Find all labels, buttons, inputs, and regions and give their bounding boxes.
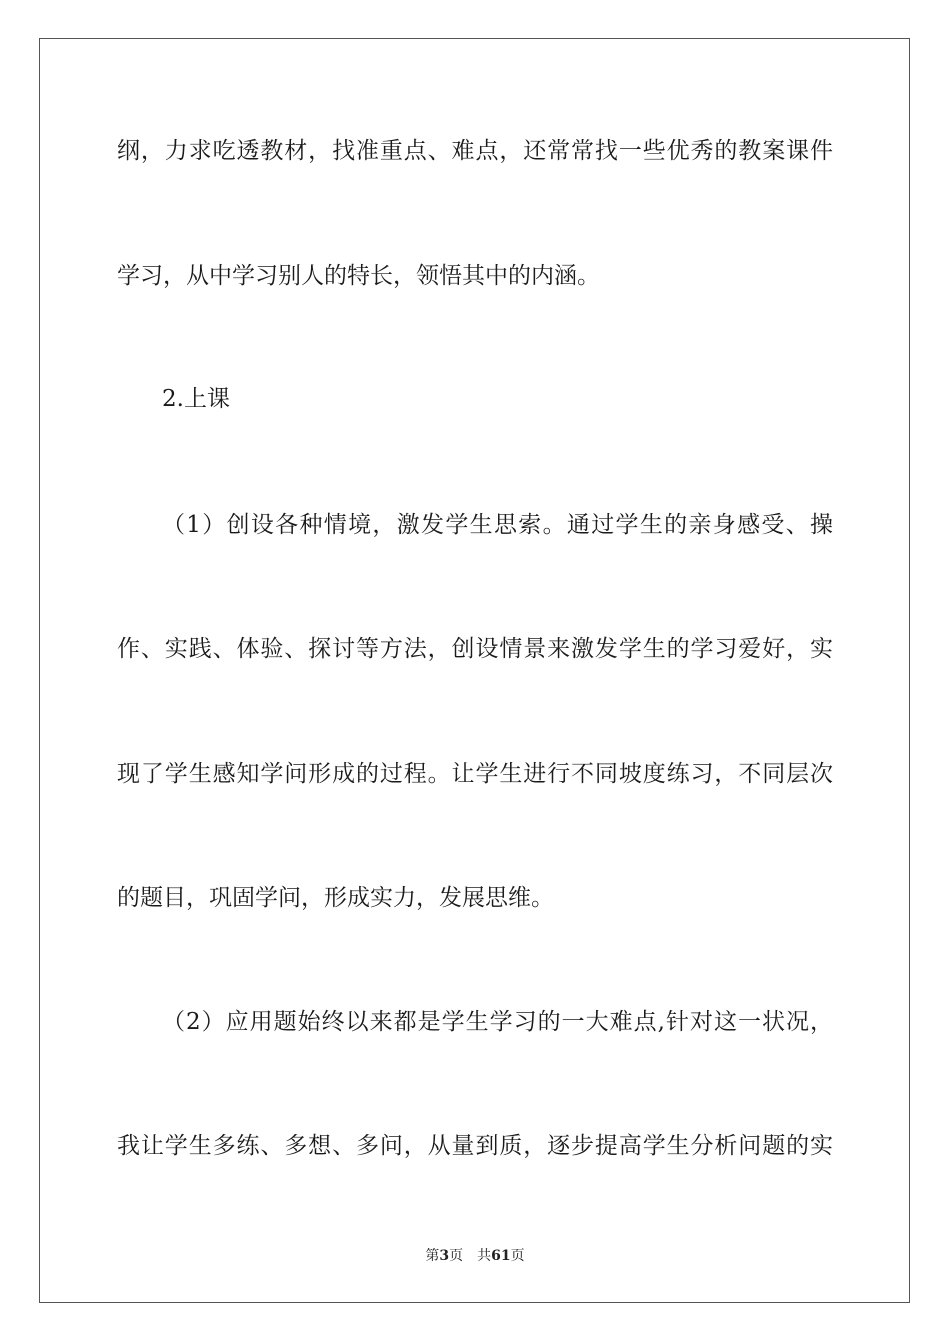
body-line-6: 现了学生感知学问形成的过程。让学生进行不同坡度练习，不同层次 <box>117 761 833 787</box>
page-footer <box>0 1247 950 1265</box>
footer-page-number: 3 <box>439 1248 450 1264</box>
body-line-2: 学习，从中学习别人的特长，领悟其中的内涵。 <box>117 263 600 289</box>
footer-page-prefix: 第 <box>425 1248 440 1264</box>
body-line-8: （2）应用题始终以来都是学生学习的一大难点,针对这一状况， <box>162 1009 833 1035</box>
body-line-4: （1）创设各种情境，激发学生思索。通过学生的亲身感受、操 <box>162 512 833 538</box>
body-line-7: 的题目，巩固学问，形成实力，发展思维。 <box>117 885 554 911</box>
body-line-1: 纲，力求吃透教材，找准重点、难点，还常常找一些优秀的教案课件 <box>117 138 833 164</box>
footer-total-suffix: 页 <box>510 1248 525 1264</box>
page-border <box>39 38 910 1303</box>
footer-total-prefix: 共 <box>477 1248 492 1264</box>
footer-page-suffix: 页 <box>449 1248 464 1264</box>
section-heading: 2.上课 <box>162 386 230 412</box>
body-line-5: 作、实践、体验、探讨等方法，创设情景来激发学生的学习爱好，实 <box>117 636 833 662</box>
body-line-9: 我让学生多练、多想、多问，从量到质，逐步提高学生分析问题的实 <box>117 1133 833 1159</box>
footer-total-pages: 61 <box>491 1248 511 1264</box>
